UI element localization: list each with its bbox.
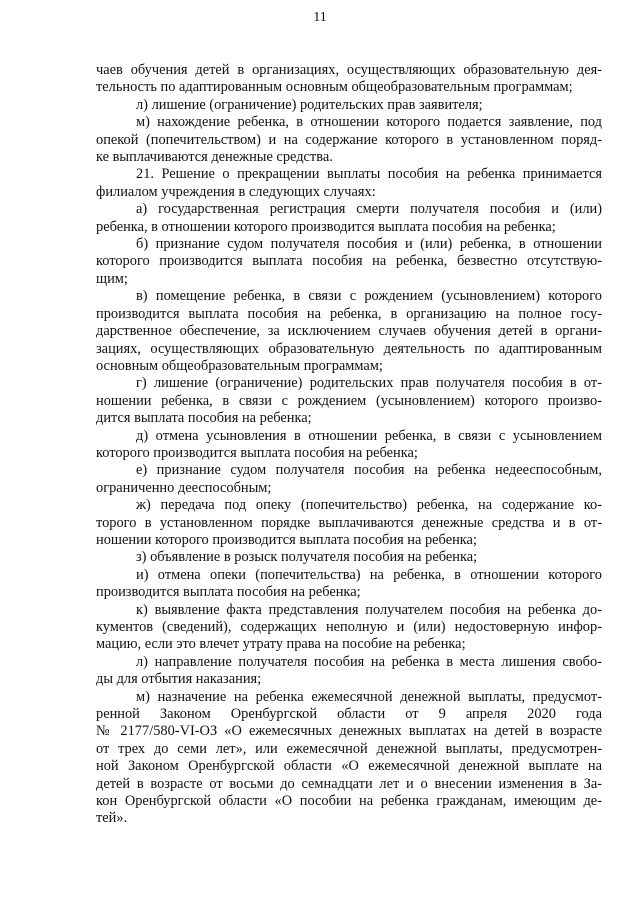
text-line: мацию, если это влечет утрату права на пособие на ребенка; (96, 636, 466, 653)
text-line: ношении которого производится выплата пособия на ребенка; (96, 531, 477, 548)
document-body (96, 62, 602, 828)
text-line: л) направление получателя пособия на ребенка в места лишения свобо- (136, 653, 602, 670)
text-line: чаев обучения детей в организациях, осуществляющих образовательную дея- (96, 62, 602, 78)
text-line: щим; (96, 270, 128, 287)
text-line: детей в возрасте от восьми до семнадцати лет и о внесении изменения в За- (96, 775, 602, 792)
text-line: м) назначение на ребенка ежемесячной денежной выплаты, предусмот- (136, 688, 602, 705)
text-line: ограниченно дееспособным; (96, 479, 272, 496)
text-line: филиалом учреждения в следующих случаях: (96, 183, 376, 200)
text-line: кон Оренбургской области «О пособии на ребенка гражданам, имеющим де- (96, 793, 602, 810)
text-line: торого в установленном порядке выплачиваются денежные средства и в от- (96, 514, 602, 531)
text-line: ребенка, в отношении которого производится выплата пособия на ребенка; (96, 218, 556, 235)
text-line: зациях, осуществляющих образовательную деятельность по адаптированным (96, 340, 602, 357)
text-line: тельность по адаптированным основным общеобразовательным программам; (96, 79, 573, 96)
text-line: ке выплачиваются денежные средства. (96, 149, 333, 166)
text-line: в) помещение ребенка, в связи с рождением (усыновлением) которого (136, 288, 602, 305)
text-line: от трех до семи лет», или ежемесячной денежной выплаты, предусмотрен- (96, 740, 602, 757)
text-line: л) лишение (ограничение) родительских прав заявителя; (136, 96, 483, 113)
text-line: к) выявление факта представления получателем пособия на ребенка до- (136, 601, 602, 618)
text-line: производится выплата пособия на ребенка, в организацию на полное госу- (96, 305, 602, 322)
text-line: ды для отбытия наказания; (96, 671, 262, 688)
text-line: г) лишение (ограничение) родительских прав получателя пособия в от- (136, 375, 602, 392)
text-line: 21. Решение о прекращении выплаты пособия на ребенка принимается (136, 166, 602, 183)
text-line: кументов (сведений), содержащих неполную и (или) недостоверную инфор- (96, 619, 602, 635)
text-line: которого производится выплата пособия на ребенка, безвестно отсутствую- (96, 253, 602, 270)
text-line: д) отмена усыновления в отношении ребенка, в связи с усыновлением (136, 427, 602, 444)
text-line: з) объявление в розыск получателя пособия на ребенка; (136, 549, 478, 566)
page-number: 11 (313, 10, 327, 25)
text-line: ж) передача под опеку (попечительство) ребенка, на содержание ко- (136, 497, 602, 514)
text-line: которого производится выплата пособия на ребенка; (96, 444, 418, 461)
text-line: а) государственная регистрация смерти получателя пособия и (или) (136, 201, 602, 218)
text-line: тей». (96, 810, 128, 827)
text-line: и) отмена опеки (попечительства) на ребенка, в отношении которого (136, 566, 602, 583)
text-line: № 2177/580-VI-ОЗ «О ежемесячных денежных выплатах на детей в возрасте (96, 723, 602, 740)
text-line: производится выплата пособия на ребенка; (96, 584, 361, 601)
text-line: б) признание судом получателя пособия и (или) ребенка, в отношении (136, 236, 602, 253)
text-line: м) нахождение ребенка, в отношении которого подается заявление, под (136, 114, 602, 131)
text-line: дарственное обеспечение, за исключением случаев обучения детей в органи- (96, 323, 602, 340)
text-line: опекой (попечительством) и на содержание которого в установленном поряд- (96, 131, 602, 148)
text-line: ренной Законом Оренбургской области от 9 апреля 2020 года (96, 706, 602, 723)
text-line: е) признание судом получателя пособия на ребенка недееспособным, (136, 462, 602, 479)
text-line: ной Законом Оренбургской области «О ежемесячной денежной выплате на (96, 758, 602, 775)
text-line: дится выплата пособия на ребенка; (96, 410, 312, 427)
text-line: основным общеобразовательным программам; (96, 357, 383, 374)
text-line: ношении ребенка, в связи с рождением (усыновлением) которого произво- (96, 392, 602, 409)
